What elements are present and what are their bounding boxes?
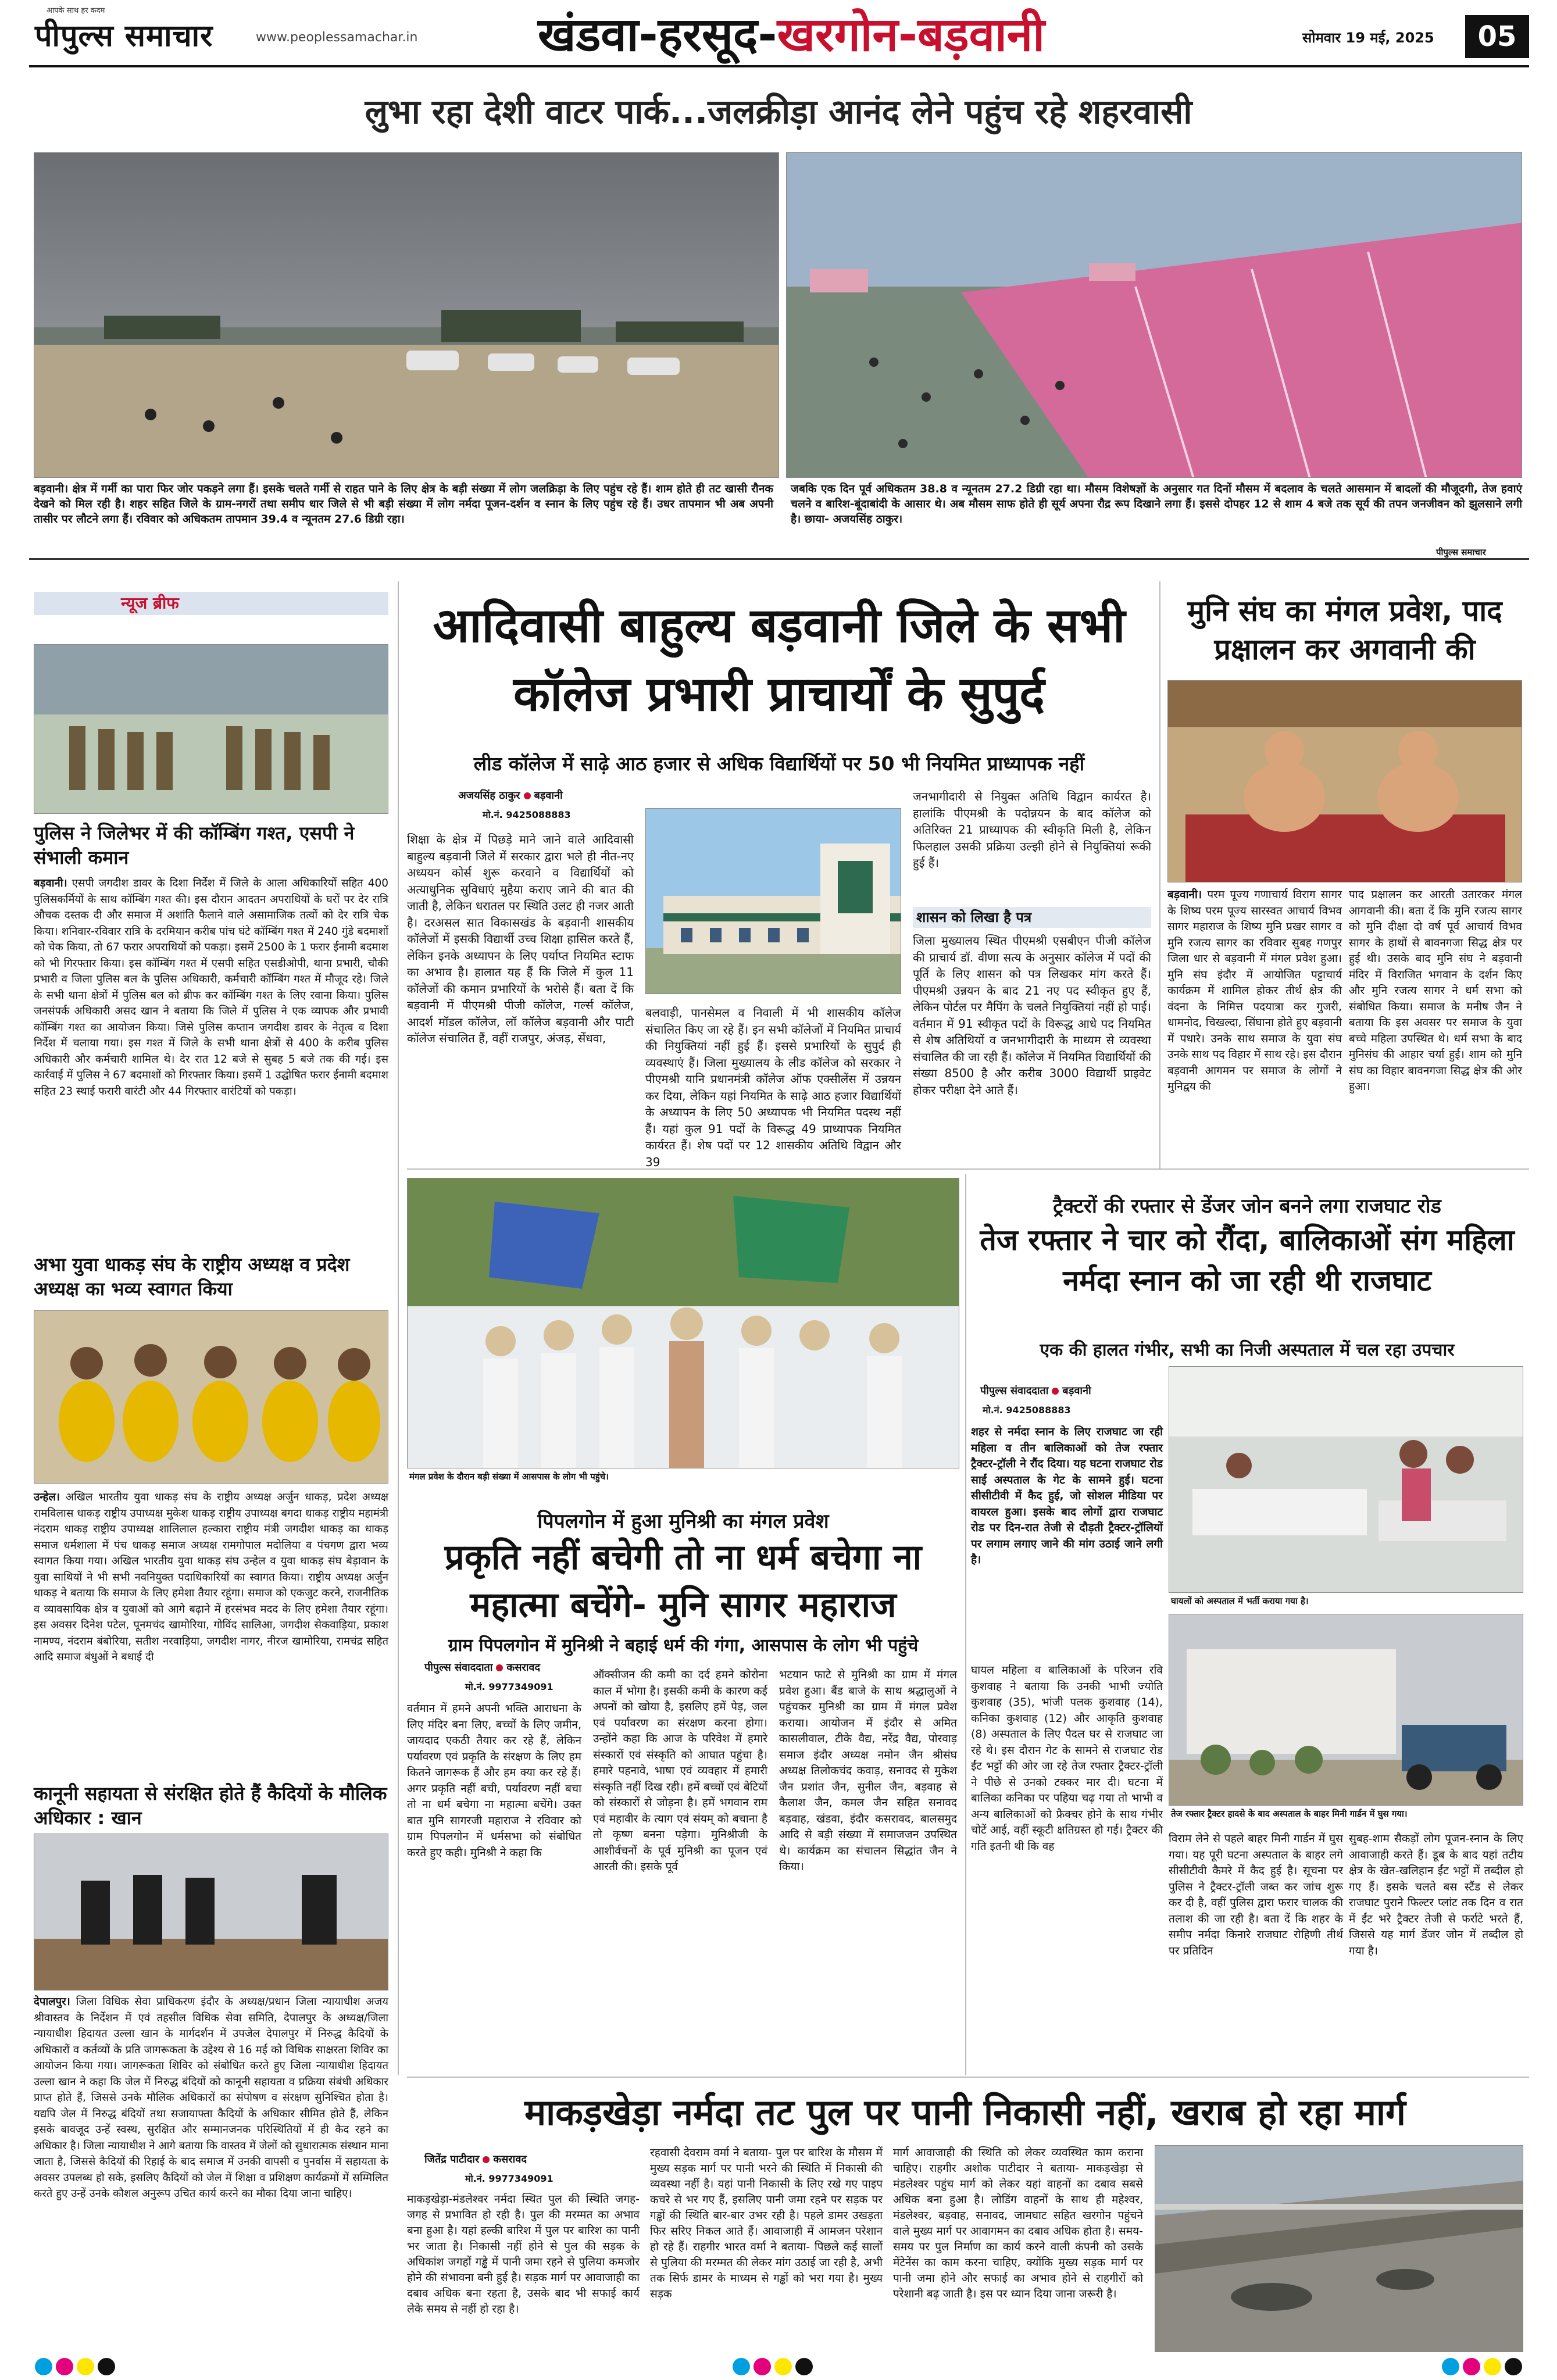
yellow-dot (774, 2358, 792, 2375)
section-rule-3 (407, 2077, 1529, 2078)
brief1-text: एसपी जगदीश डावर के दिशा निर्देश में जिले के आला अधिकारियों सहित 400 पुलिसकर्मियों के साथ कॉम्बिंग गश्त की। इस दौरान आदतन अपराधियों के घरों पर देर रात्रि औचक दस्तक दी और समाज में अशांति फैलाने वाले असामाजिक तत्वों को देर रात्रि चेक किया। शनिवार-रविवार रात्रि के दरमियान करीब पांच घंटे कॉम्बिंग गश्त में 240 गुंडे बदमाशों को चेक किया, तो 67 फरार अपराधियों को पकड़ा। इसमें 2500 के 1 फरार ईनामी बदमाश को भी गिरफ्तार किया। इस कॉम्बिंग गश्त में एसपी सहित एसडीओपी, थाना प्रभारी, चौकी प्रभारी व जिला पुलिस बल के पुलिस अधिकारी, कर्मचारी कॉम्बिंग गश्त में मौजूद रहे। जिले के सभी थाना क्षेत्रों में पुलिस बल को ब्रीफ कर कॉम्बिंग गश्त के लिए रवाना किया। पुलिस जनसंपर्क अधिकारी असद खान ने बताया कि जिले में पुलिस ने एक व्यापक और प्रभावी कॉम्बिंग गश्त का आयोजन किया। जिसे पुलिस कप्तान जगदीश डावर के नेतृत्व व दिशा निर्देश में चलाया गया। इस गश्त में जिले के सभी थाना क्षेत्रों से 400 के करीब पुलिस अधिकारी और कर्मचारी शामिल थे। देर रात 12 बजे से सुबह 5 बजे तक की गई। इस कार्रवाई में पुलिस ने 67 बदमाशों को गिरफ्तार किया। इसमें 1 उद्घोषित फरार ईनामी बदमाश सहित 23 स्थाई फरारी वारंटी और 44 गिरफ्तार वारंटियों को पकड़ा। (34, 877, 388, 1098)
muni1-headline: मुनि संघ का मंगल प्रवेश, पाद प्रक्षालन कर अगवानी की (1187, 594, 1502, 666)
accident-col2: सुबह-शाम सैकड़ों लोग पूजन-स्नान के लिए आवाजाही करते हैं। डूब के बाद यहां तटीय क्षेत्र के खेत-खलिहान ईंट भट्टों में तब्दील हो गए हैं। इसके चलते बस स्टैंड से लेकर राजघाट पुराने फिल्टर प्लांट तक दिन व रात में ईंट भरे ट्रैक्टर तेजी से फर्राटे भरते हैं, जिससे यह मार्ग डेंजर जोन में तब्दील हो गया है। (1349, 1832, 1523, 1957)
muni2-subheadline: ग्राम पिपलगोन में मुनिश्री ने बहाई धर्म की गंगा, आसपास के लोग भी पहुंचे (448, 1635, 919, 1656)
muni1-dateline: बड़वानी। (1167, 888, 1202, 901)
muni2-col3: भटयान फाटे से मुनिश्री का ग्राम में मंगल प्रवेश हुआ। बैंड बाजे के साथ श्रद्धालुओं ने पहुंचकर मुनिश्री का ग्राम में मंगल प्रवेश कराया। आयोजन में इंदौर से अमित कासलीवाल, टीके वैद्य, नरेंद्र वैद्य, पोरवाड़ समाज इंदौर अध्यक्ष नमोन जैन श्रीसंघ अध्यक्ष तिलोकचंद कवाड़, सनावद से मुकेश जैन प्रशांत जैन, सुनील जैन, बड़वाह से कैलाश जैन, कमल जैन सहित सनावद बड़वाह, खंडवा, इंदौर कसरावद, बालसमुद आदि से बड़ी संख्या में समाजजन उपस्थित थे। कार्यक्रम का संचालन सिद्धांत जैन ने किया। (779, 1668, 957, 1873)
website[interactable]: www.peoplessamachar.in (256, 30, 418, 45)
college-subhead: शासन को लिखा है पत्र (913, 907, 1151, 928)
page-number: 05 (1465, 15, 1529, 58)
muni2-place: कसरावद (506, 1661, 541, 1674)
college-place: बड़वानी (534, 789, 563, 802)
accident-photo1 (1169, 1366, 1523, 1593)
brief1-dateline: बड़वानी। (34, 877, 67, 889)
muni2-headline: प्रकृति नहीं बचेगी तो ना धर्म बचेगा ना महात्मा बचेंगे- मुनि सागर महाराज (444, 1537, 922, 1625)
magenta-dot (56, 2358, 73, 2375)
brief2-headline: अभा युवा धाकड़ संघ के राष्ट्रीय अध्यक्ष व प्रदेश अध्यक्ष का भव्य स्वागत किया (34, 1253, 350, 1300)
accident-headline: तेज रफ्तार ने चार को रौंदा, बालिकाओं संग महिला नर्मदा स्नान को जा रही थी राजघाट (980, 1223, 1515, 1298)
magenta-dot (753, 2358, 771, 2375)
yellow-dot (1484, 2358, 1501, 2375)
accident-subheadline: एक की हालत गंभीर, सभी का निजी अस्पताल में चल रहा उपचार (1040, 1340, 1455, 1360)
bridge-mobile: मो.नं. 9977349091 (465, 2173, 553, 2184)
top-caption-right: जबकि एक दिन पूर्व अधिकतम 38.8 व न्यूनतम 27.2 डिग्री रहा था। मौसम विशेषज्ञों के अनुसार गत दिनों मौसम में बदलाव के चलते आसमान में बादलों की मौजूदगी, तेज हवाएं चलने व बारिश-बूंदाबांदी के आसार थे। अब मौसम साफ होते ही सूर्य अपना रौद्र रूप दिखाने लगा हैं। इससे दोपहर 12 से शाम 4 बजे तक सूर्य की तपन जनजीवन को झुलसाने लगी है। छाया- अजयसिंह ठाकुर। (791, 483, 1522, 526)
accident-photo2-caption: तेज रफ्तार ट्रैक्टर हादसे के बाद अस्पताल के बाहर मिनी गार्डन में घुस गया। (1171, 1809, 1408, 1819)
muni1-col2: पाद प्रक्षालन कर आरती उतारकर मंगल आगवानी की। बता दें कि मुनि रजत्य सागर को मुनि दीक्षा दो वर्ष पूर्व आचार्य विभव सागर के हाथों से बावनगजा सिद्ध क्षेत्र पर हुई थी। उसके बाद मुनि संघ ने बड़वानी मंदिर में विराजित भगवान के दर्शन किए और मुनि रजत्य सागर ने धर्म सभा को संबोधित किया। समाज के मनीष जैन ने बताया कि इस अवसर पर समाज के युवा बच्चे महिला उपस्थित थे। धर्म सभा के बाद मुनिसंघ की आहार चर्या हुई। शाम को मुनि संघ का विहार बावनगजा सिद्ध क्षेत्र की ओर हुआ। (1349, 888, 1522, 1093)
tractor-garden-image (1169, 1614, 1523, 1806)
section-rule-1 (29, 558, 1529, 560)
muni2-col2: ऑक्सीजन की कमी का दर्द हमने कोरोना काल में भोगा है। इसकी कमी के कारण कई अपनों को खोया है, इसलिए हमें पेड़, जल एवं पर्यावरण का संरक्षण करना होगा। उन्होंने कहा कि आज के परिवेश में हमारे संस्कारों एवं संस्कृति को आघात पहुंचा है। हमारे पहनावे, भाषा एवं व्यवहार में हमारी संस्कृति नहीं दिख रही। हमें बच्चों एवं बेटियों को संस्कारों से जोड़ना है। हमें भगवान राम एवं महावीर के त्याग एवं संयम् को बचाना है तो कृष्ण बनना पड़ेगा। मुनिश्रीजी के आशीर्वचनों के पूर्व मुनिश्री का पूजन एवं आरती की। इसके पूर्व (593, 1668, 767, 1873)
accident-kicker: ट्रैक्टरों की रफ्तार से डेंजर जोन बनने लगा राजघाट रोड (1053, 1195, 1441, 1218)
hospital-ward-image (1169, 1367, 1523, 1593)
brief3-text: जिला विधिक सेवा प्राधिकरण इंदौर के अध्यक्ष/प्रधान जिला न्यायाधीश अजय श्रीवास्तव के निर्देशन में एवं तहसील विधिक सेवा समिति, देपालपुर के अध्यक्ष/जिला न्यायाधीश हिदायत उल्ला खान के मार्गदर्शन में उपजेल देपालपुर में निरुद्ध कैदियों के अधिकारों व कर्तव्यों के प्रति जागरूकता के उद्देश्य से 16 मई को विधिक साक्षरता शिविर का आयोजन किया गया। जागरूकता शिविर को संबोधित करते हुए जिला न्यायाधीश हिदायत उल्ला खान ने कहा कि जेल में निरुद्ध बंदियों को कानूनी सहायता व प्रक्रिया संबंधी अधिकार प्राप्त होते हैं, जिससे उनके मौलिक अधिकारों का संपोषण व संरक्षण सुनिश्चित होता है। यद्यपि जेल में निरुद्ध बंदियों तथा सजायाफ्ता कैदियों के अधिकार सीमित होते हैं, लेकिन इसके बावजूद उन्हें स्वस्थ, सुरक्षित और सम्मानजनक परिस्थितियों में ही कैद रहने का अधिकार है। जिला न्यायाधीश ने आगे बताया कि वास्तव में जेलों को सुधारात्मक संस्थान माना जाता है, जिससे कैदियों की रिहाई के बाद समाज में उनकी वापसी व पुनर्वास में सहायता के अवसर उपलब्ध हो सके, इसलिए कैदियों को जेल में शिक्षा व प्रशिक्षण कार्यक्रमों में सम्मिलित करते हुए उन्हें उनके कौशल अनुरूप उचित कार्य करने का मौका दिया जाना चाहिए। (34, 1996, 389, 2200)
bridge-headline: माकड़खेड़ा नर्मदा तट पुल पर पानी निकासी नहीं, खराब हो रहा मार्ग (524, 2091, 1406, 2134)
news-brief-label: न्यूज ब्रीफ (34, 592, 388, 615)
accident-mobile: मो.नं. 9425088883 (983, 1405, 1071, 1416)
muni-seated-image (1168, 681, 1522, 882)
muni2-kicker: पिपलगोन में हुआ मुनिश्री का मंगल प्रवेश (537, 1510, 829, 1533)
muni2-mobile: मो.नं. 9977349091 (465, 1681, 553, 1692)
accident-photo2 (1169, 1614, 1523, 1806)
brief1-body (34, 875, 388, 1099)
accident-bottom-left: विराम लेने से पहले बाहर मिनी गार्डन में घुस गया। यह पूरी घटना अस्पताल के बाहर लगे सीसीटीवी कैमरे में कैद हुई है। सूचना पर पुलिस ने ट्रैक्टर-ट्रॉली जब्त कर जांच शुरू कर दी है, वहीं पुलिस द्वारा फरार चालक की तलाश की जा रही है। बता दें कि शहर के समीप नर्मदा किनारे राजघाट रोहिणी तीर्थ पर प्रतिदिन (1169, 1832, 1343, 1957)
section-rule-2 (407, 1168, 1529, 1170)
college-col3b: जिला मुख्यालय स्थित पीएमश्री एसबीएन पीजी कॉलेज की प्राचार्य डॉ. वीणा सत्य के अनुसार कॉलेज में पदों की पूर्ति के लिए शासन को पत्र लिखकर मांग करते हैं। पीएमश्री उन्नयन के बाद 21 नए पद स्वीकृत हुए हैं, लेकिन पोर्टल पर मैपिंग के चलते नियुक्तियां नहीं हो पाई। वर्तमान में 91 स्वीकृत पदों के विरूद्ध आधे पद नियमित से शेष अतिथियों व जनभागीदारी के माध्यम से व्यवस्था संचालित की जा रही हैं। कॉलेज में नियमित विद्यार्थियों की संख्या 8500 है और करीब 3000 विद्यार्थी प्राइवेट होकर परीक्षा देने आते हैं। (913, 934, 1151, 1097)
cyan-dot (35, 2358, 52, 2375)
column-divider-mid (1159, 581, 1160, 1168)
police-parade-image (34, 645, 388, 814)
brief3-body (34, 1994, 388, 2202)
beach-photo-left (34, 152, 779, 478)
college-col3a: जनभागीदारी से नियुक्त अतिथि विद्वान कार्यरत है। हालांकि पीएमश्री के पदोन्नयन के बाद कॉलेज को अतिरिक्त 21 प्राध्यापक की स्वीकृति मिली है, लेकिन फिलहाल उसकी प्रक्रिया उल्झी होने से नियुक्तियां रूकी हुई हैं। (913, 789, 1151, 870)
bridge-col1: माकड़खेड़ा-मंडलेश्वर नर्मदा स्थित पुल की स्थिति जगह-जगह से प्रभावित हो रही है। पुल की मरम्मत का अभाव बना हुआ है। यहां हल्की बारिश में पुल पर बारिश का पानी भर जाता है। निकासी नहीं होने से पुल की सड़क के अधिकांश जगहों गड्ढे में पानी जमा रहने से पुलिया कमजोर होने की संभावना बनी हुई है। सड़क मार्ग पर आवाजाही का दबाव अधिक बना रहता है, उसके बाद भी सफाई कार्य लेके समय से नहीं हो रहा है। (407, 2193, 640, 2315)
column-divider-left (398, 581, 399, 2075)
brief1-headline: पुलिस ने जिलेभर में की कॉम्बिंग गश्त, एसपी ने संभाली कमान (34, 822, 355, 869)
brief2-body (34, 1489, 388, 1666)
cyan-dot (733, 2358, 750, 2375)
beach-scene-left-image (34, 153, 779, 478)
bridge-byline (424, 2152, 527, 2166)
muni2-author: पीपुल्स संवाददाता (424, 1661, 493, 1674)
black-dot (795, 2358, 813, 2375)
college-author: अजयसिंह ठाकुर (458, 789, 520, 802)
college-col1: शिक्षा के क्षेत्र में पिछड़े माने जाने वाले आदिवासी बाहुल्य बड़वानी जिले में सरकार द्वारा भले ही नीत-नए अध्ययन कोर्स शुरू करवाने व विद्यार्थियों को अत्याधुनिक सुविधाएं मुहैया कराए जाने की बात की जाती है, लेकिन धरातल पर स्थिति उलट ही नजर आती है। दरअसल सात विकासखंड के बड़वानी शासकीय कॉलेजों में इसकी विद्यार्थी उच्च शिक्षा हासिल करते हैं, लेकिन इनके अध्यापन के लिए पर्याप्त नियमित स्टाफ का अभाव है। हालात यह हैं कि जिले में कुल 11 कॉलेजों की कमान प्रभारियों के भरोसे हैं। बता दें कि बड़वानी में पीएमश्री पीजी कॉलेज, गर्ल्स कॉलेज, आदर्श मॉडल कॉलेज, लॉ कॉलेज बड़वानी और पाटी कॉलेज संचालित हैं, वहीं राजपुर, अंजड़, सेंधवा, (407, 832, 634, 1045)
beach-photo-right (786, 152, 1522, 478)
muni1-photo (1167, 680, 1522, 882)
top-caption-left: बड़वानी। क्षेत्र में गर्मी का पारा फिर जोर पकड़ने लगा हैं। इसके चलते गर्मी से राहत पाने के लिए क्षेत्र के बड़ी संख्या में लोग जलक्रिड़ा के लिए पहुंच रहे हैं। शाम होते ही तट खासी रौनक देखने को मिल रही है। शहर सहित जिले के ग्राम-नगरों तथा समीप धार जिले से भी बड़ी संख्या में लोग नर्मदा पूजन-दर्शन व स्नान के लिए पहुंच रहे हैं। उधर तापमान भी अब अपनी तासीर पर लौटने लगा हैं। रविवार को अधिकतम तापमान 39.4 व न्यूनतम 27.6 डिग्री रहा। (34, 483, 773, 526)
beach-scene-right-image (787, 153, 1522, 478)
college-building-photo (645, 808, 901, 994)
brief2-photo (34, 1310, 388, 1484)
accident-place: बड़वानी (1062, 1385, 1091, 1397)
muni2-byline (424, 1660, 540, 1674)
muni1-col1 (1167, 887, 1342, 1095)
felicitation-image (34, 1311, 388, 1484)
brief1-photo (34, 644, 388, 814)
accident-col1: घायल महिला व बालिकाओं के परिजन रवि कुशवाह ने बताया कि उनकी भाभी ज्योति कुशवाह (35), भांजी पलक कुशवाह (14), कनिका कुशवाह (12) और आकृति कुशवाह (8) अस्पताल के लिए पैदल घर से राजघाट जा रहे थे। इस दौरान गेट के सामने से राजघाट रोड ईंट भट्टों की ओर जा रहे तेज रफ्तार ट्रैक्टर-ट्रॉली ने पीछे से उनको टक्कर मार दी। घटना में बालिका कनिका पर पहिया चढ़ गया तो भाभी व अन्य बालिकाओं को फ्रैक्चर होने के साथ गंभीर चोटें आई, वहीं स्कूटी क्षतिग्रस्त हो गई। ट्रैक्टर की गति इतनी थी कि वह (971, 1664, 1163, 1853)
top-story-headline: लुभा रहा देशी वाटर पार्क...जलक्रीड़ा आनंद लेने पहुंच रहे शहरवासी (365, 92, 1192, 131)
bridge-col3: मार्ग आवाजाही की स्थिति को लेकर व्यवस्थित काम कराना चाहिए। राहगीर अशोक पाटीदार ने बताया- माकड़खेड़ा से मंडलेश्वर पहुंच मार्ग को लेकर यहां वाहनों का दबाव सबसे अधिक बना हुआ है। लोडिंग वाहनों के साथ ही महेश्वर, मंडलेश्वर, बड़वाह, सनावद, जामघाट सहित खरगोन पहुंचने वाले मुख्य मार्ग पर आवागमन का दबाव अधिक होता है। समय-समय पर पुल निर्माण का कार्य करने वाली कंपनी को उसके मेंटेनेंस का काम करना चाहिए, क्योंकि मुख्य सड़क मार्ग पर पानी जमा होने और सफाई का अभाव होने से राहगीरों को परेशानी बढ़ जाती है। इस पर ध्यान दिया जाना जरूरी है। (893, 2146, 1143, 2300)
byline-dot (1052, 1388, 1059, 1395)
legal-camp-image (34, 1834, 388, 1991)
header-rule (29, 65, 1529, 67)
top-photo-credit: पीपुल्स समाचार (1436, 547, 1486, 558)
muni2-photo-caption: मंगल प्रवेश के दौरान बड़ी संख्या में आसपास के लोग भी पहुंचे। (409, 1471, 609, 1482)
college-subheadline: लीड कॉलेज में साढ़े आठ हजार से अधिक विद्यार्थियों पर 50 भी नियमित प्राध्यापक नहीं (473, 752, 1085, 775)
bridge-author: जितेंद्र पाटीदार (424, 2153, 480, 2165)
college-building-image (646, 809, 901, 994)
bridge-col2: रहवासी देवराम वर्मा ने बताया- पुल पर बारिश के मौसम में मुख्य सड़क मार्ग पर पानी भरने की स्थिति में निकासी की व्यवस्था नहीं है। यहां पानी निकासी के लिए रखे गए पाइप कचरे से भर गए हैं, इसलिए पानी जमा रहने पर सड़क पर गड्ढों की स्थिति बार-बार उभर रही है। पहले डामर उखड़ता फिर सरिए निकल आते हैं। आवाजाही में आमजन परेशान हो रहे हैं। राहगीर भारत वर्मा ने बताया- पिछले कई सालों से पुलिया की मरम्मत की लेकर मांग उठाई जा रही है, अभी तक सिर्फ डामर के माध्यम से गड्ढों को भरा गया है। मुख्य सड़क (650, 2146, 883, 2300)
section-title (538, 1, 1045, 65)
section-title-part2: खरगोन-बड़वानी (777, 8, 1045, 62)
color-registration-bar (35, 2358, 1523, 2375)
logo[interactable]: पीपुल्स समाचार (35, 19, 213, 53)
brief3-dateline: देपालपुर। (34, 1996, 70, 2008)
black-dot (1505, 2358, 1522, 2375)
yellow-dot (77, 2358, 94, 2375)
byline-dot (496, 1664, 503, 1671)
section-title-part1: खंडवा-हरसूद- (538, 8, 777, 62)
brief3-headline: कानूनी सहायता से संरक्षित होते हैं कैदियों के मौलिक अधिकार : खान (34, 1782, 387, 1829)
brief2-dateline: उन्हेल। (34, 1491, 60, 1503)
college-mobile: मो.नं. 9425088883 (483, 809, 571, 820)
bridge-photo (1155, 2145, 1523, 2352)
byline-dot (524, 792, 531, 799)
brief2-text: अखिल भारतीय युवा धाकड़ संघ के राष्ट्रीय अध्यक्ष अर्जुन धाकड़, प्रदेश अध्यक्ष रामविलास धाकड़ राष्ट्रीय उपाध्यक्ष मुकेश धाकड़ राष्ट्रीय उपाध्यक्ष बगदा धाकड़ राष्ट्रीय महामंत्री नंदराम धाकड़ राष्ट्रीय उपाध्यक्ष शालिलाल हल्कारा राष्ट्रीय मंत्री जगदीश धाकड़ का धाकड़ समाज धर्मशाला में पंच धाकड़ समाज अध्यक्ष रामगोपाल मदोलिया व पंचगण द्वारा भव्य स्वागत किया गया। अखिल भारतीय युवा धाकड़ संघ उन्हेल व युवा धाकड़ संघ बेड़ावान के युवा साथियों ने भी सभी नवनियुक्त पदाधिकारियों का स्वागत किया। राष्ट्रीय अध्यक्ष अर्जुन धाकड़ ने बताया कि समाज के लिए हमेशा तैयार रहूंगा। समाज को एकजुट करने, राजनीतिक व व्यावसायिक क्षेत्र व युवाओं को आगे बढ़ाने में हरसंभव मदद के लिए हमेशा तैयार रहूंगा। इस अवसर दिनेश पटेल, पूनमचंद खामोरिया, गोविंद सालिआ, जगदीश सेकवाड़िया, प्रकाश नामण्य, नंदराम बंबोरिया, सतीश नरवाड़िया, जगदीश नागर, नीरज खामोरिया, रामचंद्र सहित आदि समाज बंधुओं ने बधाई दी (34, 1491, 388, 1663)
black-dot (98, 2358, 115, 2375)
accident-byline (980, 1384, 1091, 1398)
muni2-col1: वर्तमान में हमने अपनी भक्ति आराधना के लिए मंदिर बना लिए, बच्चों के लिए जमीन, जायदाद एकठी तैयार कर रहे हैं, लेकिन पर्यावरण एवं प्रकृति के संरक्षण के लिए हम कितने जागरूक हैं और हम क्या कर रहे हैं। अगर प्रकृति नहीं बची, पर्यावरण नहीं बचा तो ना धर्म बचेगा ना महात्मा बचेंगे। उक्त बात मुनि सागरजी महाराज ने रविवार को ग्राम पिपलगोन में धर्मसभा को संबोधित करते हुए कही। मुनिश्री ने कहा कि (407, 1702, 581, 1859)
muni1-text1: परम पूज्य गणाचार्य विराग सागर के शिष्य परम पूज्य सारस्वत आचार्य विभव सागर महाराज के शिष्य मुनि प्रखर सागर व मुनि रजत्य सागर का रविवार सुबह गणपुर जिला धार से बड़वानी में मंगल प्रवेश हुआ। मुनि संघ इंदौर में आयोजित पट्टाचार्य कार्यक्रम में शामिल होकर तीर्थ क्षेत्र की वंदना के निमित्त पदयात्रा कर गुजरी, धामनोद, चिखल्दा, सिंघाना होते हुए बड़वानी में पधारे। उनके साथ समाज के युवा संघ उनके साथ पद विहार में साथ रहे। इस दौरान बड़वानी आगमन पर समाज के लोगों ने मुनिद्वय की (1167, 888, 1342, 1093)
procession-image (408, 1178, 959, 1468)
bridge-road-image (1155, 2146, 1523, 2352)
byline-dot (483, 2156, 490, 2163)
accident-author: पीपुल्स संवाददाता (980, 1385, 1049, 1397)
college-col2: बलवाड़ी, पानसेमल व निवाली में भी शासकीय कॉलेज संचालित किए जा रहे हैं। इन सभी कॉलेजों में नियमित प्राचार्य की नियुक्तियां नहीं हुई हैं। इससे प्रभारियों के सुपुर्द ही व्यवस्थाएं हैं। जिला मुख्यालय के लीड कॉलेज को सरकार ने पीएमश्री यानि प्रधानमंत्री कॉलेज ऑफ एक्सीलेंस में उन्नयन कर दिया, लेकिन यहां नियमित के साढ़े आठ हजार विद्यार्थियों के अध्यापन के लिए 50 अध्यापक भी नियमित पदस्थ नहीं हैं। यहां कुल 91 पदों के विरूद्ध 49 प्राध्यापक नियमित कार्यरत हैं। शेष पदों पर 12 शासकीय अतिथि विद्वान और 39 (645, 1006, 901, 1169)
accident-photo1-caption: घायलों को अस्पताल में भर्ती कराया गया है। (1171, 1596, 1309, 1606)
column-divider-right (965, 1174, 966, 2075)
masthead (0, 0, 1557, 70)
college-headline: आदिवासी बाहुल्य बड़वानी जिले के सभी कॉलेज प्रभारी प्राचार्यों के सुपुर्द (433, 598, 1126, 722)
logo-tagline: आपके साथ हर कदम (47, 6, 105, 15)
brief3-photo (34, 1834, 388, 1991)
bridge-place: कसरावद (493, 2153, 527, 2165)
accident-lead: शहर से नर्मदा स्नान के लिए राजघाट जा रही महिला व तीन बालिकाओं को तेज रफ्तार ट्रैक्टर-ट्रॉली ने रौंद दिया। यह घटना राजघाट रोड साईं अस्पताल के गेट के सामने हुई। घटना सीसीटीवी में कैद हुई, जो सोशल मीडिया पर वायरल हुआ। इसके बाद लोगों द्वारा राजघाट रोड पर दिन-रात तेजी से दौड़ती ट्रैक्टर-ट्रॉलियों पर लगाम लगाए जाने की मांग उठाई जाने लगी है। (971, 1425, 1163, 1566)
issue-date: सोमवार 19 मई, 2025 (1302, 30, 1434, 46)
muni2-photo (407, 1178, 959, 1468)
magenta-dot (1463, 2358, 1480, 2375)
cyan-dot (1442, 2358, 1459, 2375)
college-byline (458, 788, 563, 802)
